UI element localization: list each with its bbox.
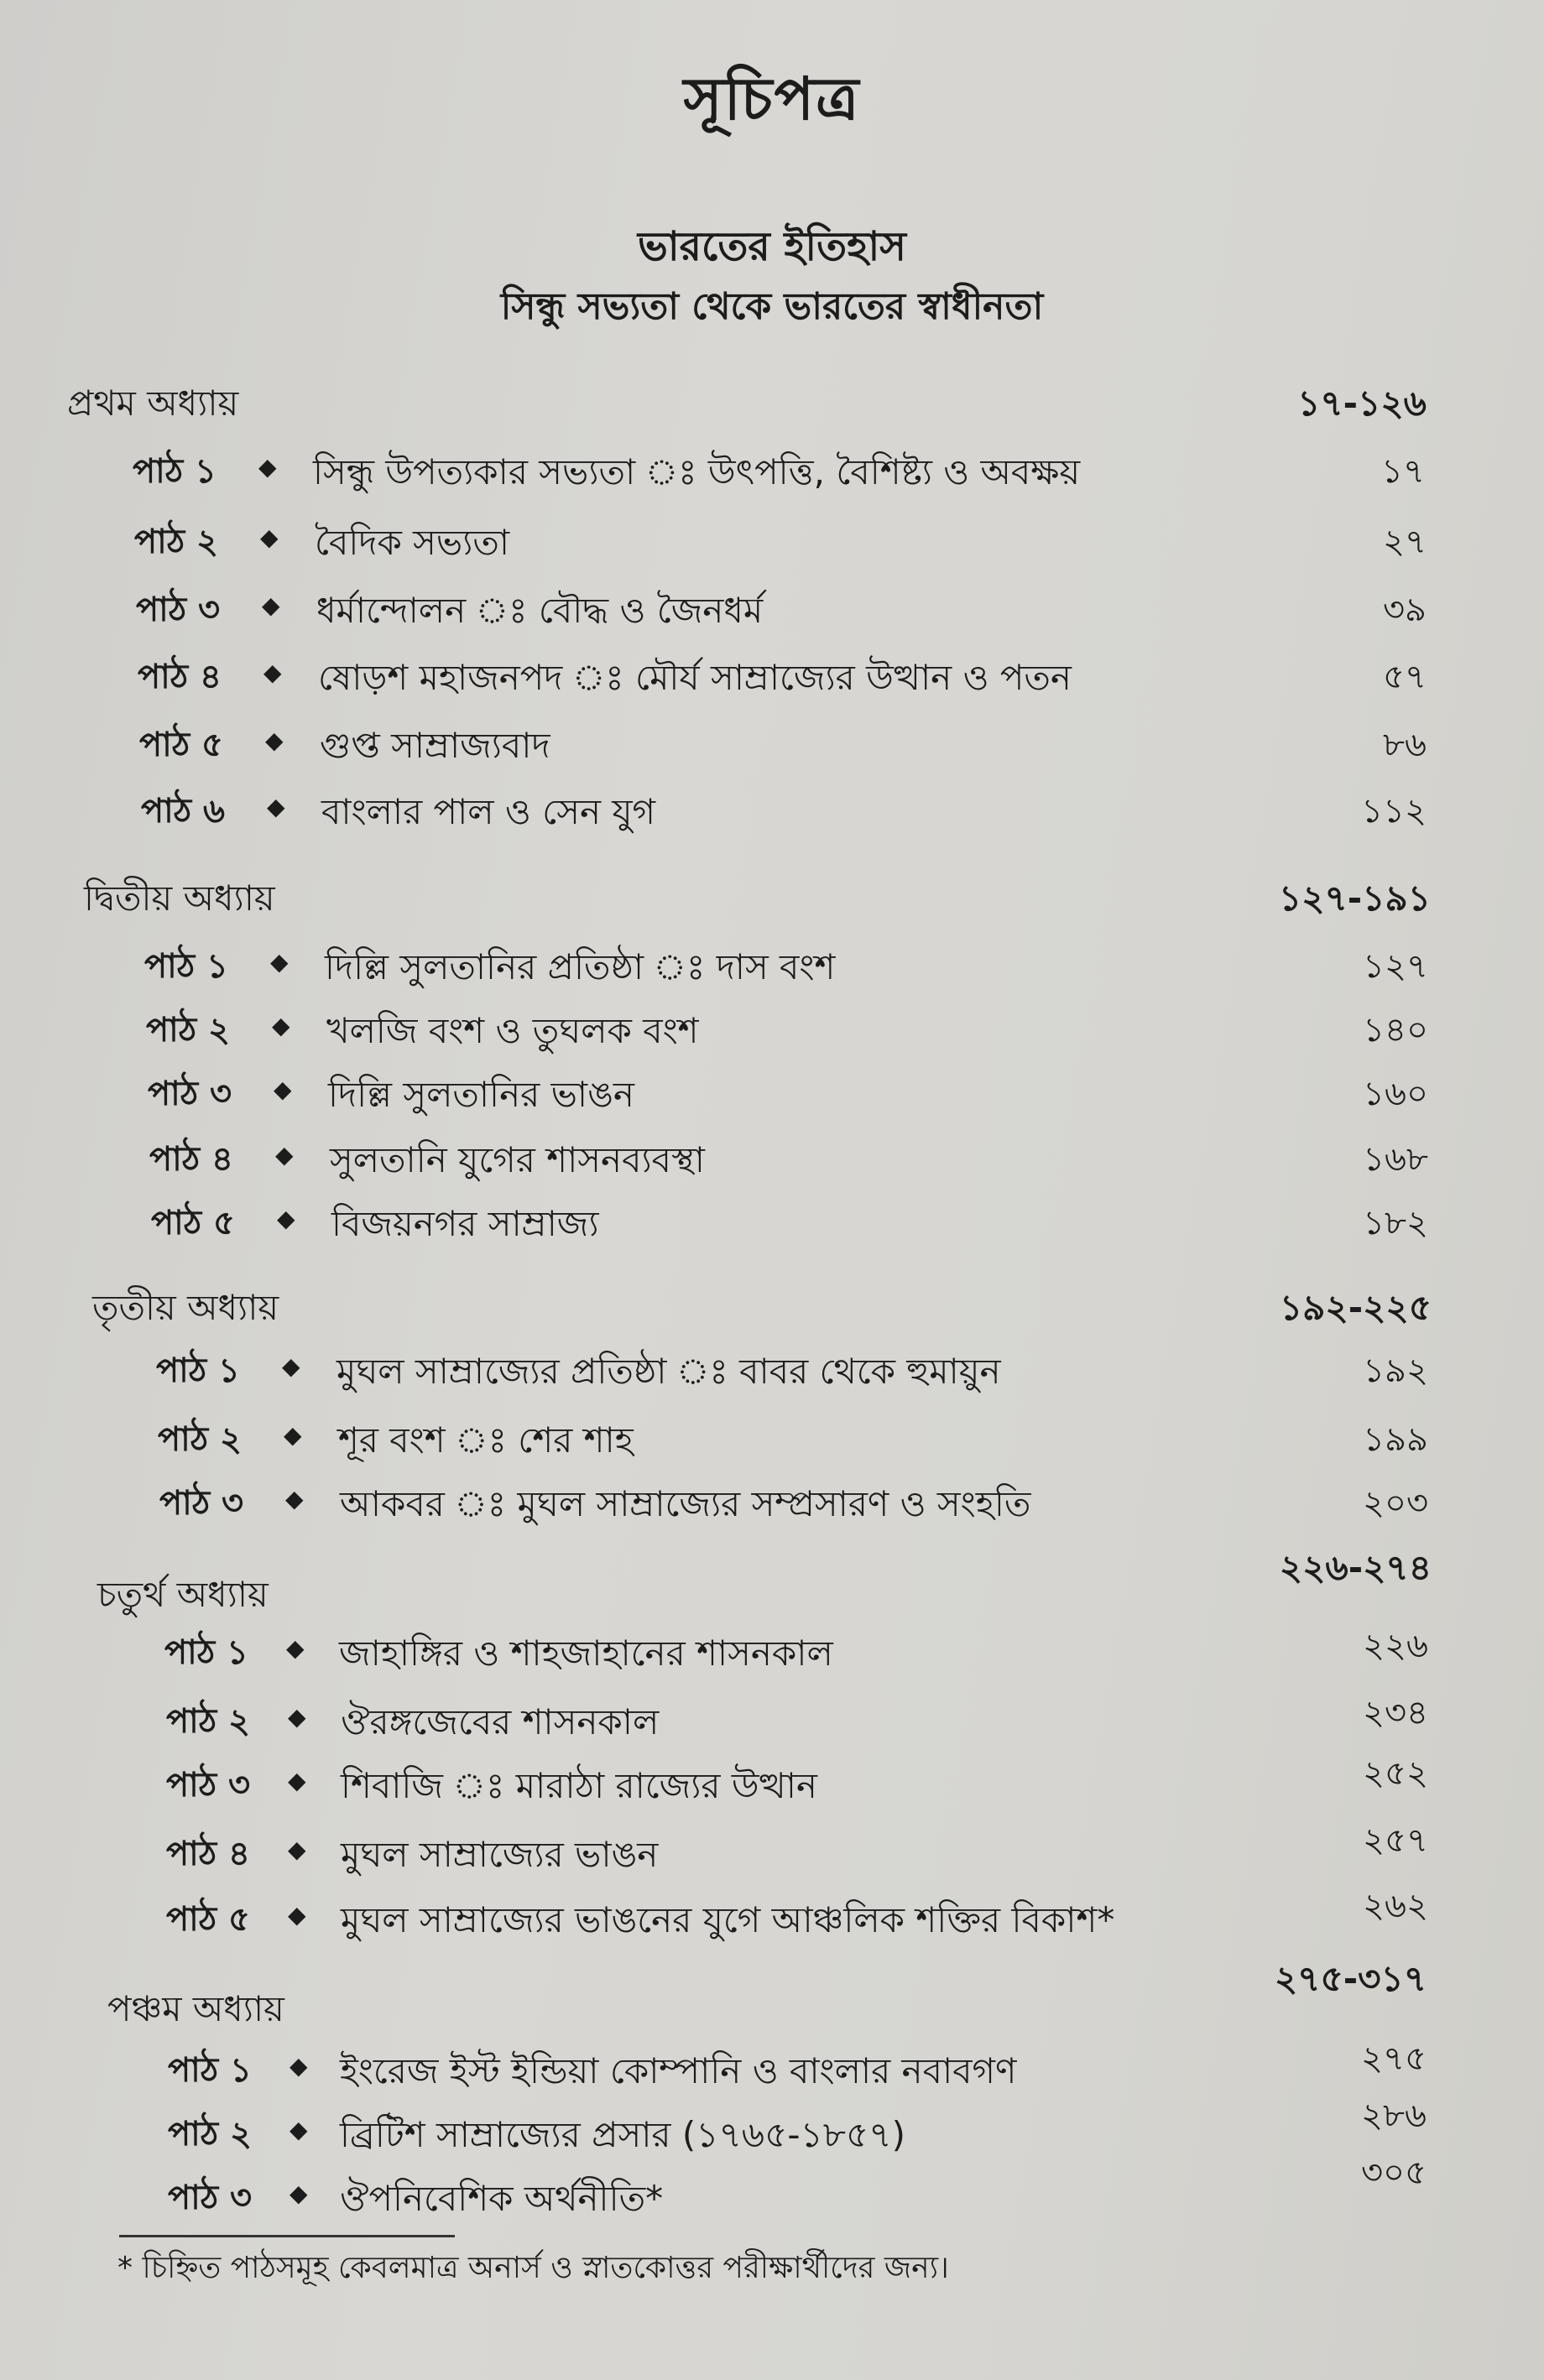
lesson-page-number: ২৭৫	[1361, 2039, 1427, 2078]
chapter-page-range: ২৭৫-৩১৭	[1274, 1958, 1427, 1999]
lesson-number: পাঠ ৩	[148, 1075, 232, 1113]
lesson-page-number: ২৩৪	[1363, 1694, 1428, 1732]
lesson-page-number: ২৫২	[1363, 1754, 1428, 1793]
lesson-title: ঔরঙ্গজেবের শাসনকাল	[341, 1701, 660, 1742]
lesson-number: পাঠ ২	[146, 1011, 231, 1049]
diamond-bullet-icon: ◆	[284, 1421, 302, 1449]
lesson-page-number: ১৬৮	[1363, 1140, 1428, 1179]
lesson-number: পাঠ ৩	[166, 1766, 251, 1805]
lesson-page-number: ৩০৫	[1361, 2153, 1427, 2192]
diamond-bullet-icon: ◆	[282, 1352, 300, 1380]
lesson-number: পাঠ ৪	[166, 1835, 251, 1873]
toc-entry[interactable]	[166, 1887, 1428, 1946]
toc-entry[interactable]	[148, 1067, 1428, 1121]
footnote: * চিহ্নিত পাঠসমূহ কেবলমাত্র অনার্স ও স্নাতকোত্তর পরীক্ষার্থীদের জন্য।	[117, 2251, 949, 2285]
diamond-bullet-icon: ◆	[290, 2052, 308, 2080]
lesson-number: পাঠ ৩	[168, 2179, 253, 2217]
chapter-label: তৃতীয় অধ্যায়	[92, 1287, 279, 1328]
chapter-label: চতুর্থ অধ্যায়	[97, 1574, 269, 1615]
lesson-number: পাঠ ৩	[159, 1484, 244, 1523]
lesson-number: পাঠ ২	[168, 2115, 253, 2153]
lesson-title: সিন্ধু উপত্যকার সভ্যতা ঃ উৎপত্তি, বৈশিষ্ট্য ও অবক্ষয়	[313, 451, 1081, 492]
toc-entry[interactable]	[134, 515, 1427, 569]
toc-entry[interactable]	[136, 583, 1427, 637]
lesson-number: পাঠ ৫	[139, 726, 224, 764]
diamond-bullet-icon: ◆	[290, 2116, 308, 2143]
chapter-heading	[67, 376, 1427, 430]
lesson-number: পাঠ ৩	[136, 591, 221, 629]
toc-entry[interactable]	[144, 940, 1428, 993]
diamond-bullet-icon: ◆	[275, 1141, 294, 1169]
book-title: ভারতের ইতিহাস	[637, 223, 907, 270]
lesson-title: আকবর ঃ মুঘল সাম্রাজ্যের সম্প্রসারণ ও সংহতি	[340, 1483, 1031, 1524]
lesson-number: পাঠ ২	[134, 523, 219, 561]
chapter-heading	[84, 871, 1431, 924]
chapter-page-range: ১৭-১২৬	[1297, 383, 1427, 424]
toc-entry[interactable]	[149, 1133, 1428, 1186]
lesson-page-number: ১১২	[1361, 792, 1427, 831]
lesson-title: বৈদিক সভ্যতা	[315, 522, 510, 563]
toc-entry[interactable]	[164, 1626, 1428, 1680]
lesson-number: পাঠ ১	[156, 1351, 241, 1390]
diamond-bullet-icon: ◆	[288, 1836, 306, 1863]
lesson-page-number: ২০৩	[1362, 1484, 1428, 1523]
lesson-page-number: ১৪০	[1363, 1011, 1428, 1049]
diamond-bullet-icon: ◆	[285, 1485, 304, 1513]
chapter-label: পঞ্চম অধ্যায়	[107, 1988, 284, 2029]
diamond-bullet-icon: ◆	[288, 1703, 306, 1731]
lesson-title: মুঘল সাম্রাজ্যের ভাঙন	[341, 1834, 659, 1875]
chapter-page-range: ২২৬-২৭৪	[1279, 1547, 1432, 1588]
lesson-number: পাঠ ১	[164, 1633, 249, 1672]
lesson-title: ব্রিটিশ সাম্রাজ্যের প্রসার (১৭৬৫-১৮৫৭)	[340, 2114, 905, 2155]
lesson-page-number: ১৬০	[1363, 1075, 1428, 1113]
lesson-title: মুঘল সাম্রাজ্যের প্রতিষ্ঠা ঃ বাবর থেকে হুমায়ুন	[336, 1351, 1001, 1392]
lesson-title: বাংলার পাল ও সেন যুগ	[321, 791, 656, 832]
toc-entry[interactable]	[166, 1754, 1428, 1812]
chapter-heading	[97, 1547, 1432, 1615]
lesson-title: বিজয়নগর সাম্রাজ্য	[331, 1203, 599, 1244]
toc-entry[interactable]	[146, 1003, 1428, 1057]
lesson-number: পাঠ ৬	[141, 792, 226, 831]
chapter-label: দ্বিতীয় অধ্যায়	[84, 878, 275, 919]
toc-entry[interactable]	[158, 1413, 1428, 1466]
diamond-bullet-icon: ◆	[267, 793, 285, 820]
lesson-title: সুলতানি যুগের শাসনব্যবস্থা	[330, 1139, 705, 1180]
diamond-bullet-icon: ◆	[286, 1634, 305, 1662]
lesson-page-number: ২৮৬	[1361, 2096, 1427, 2135]
lesson-title: দিল্লি সুলতানির প্রতিষ্ঠা ঃ দাস বংশ	[325, 946, 836, 987]
toc-entry[interactable]	[139, 718, 1427, 772]
toc-entry[interactable]	[133, 445, 1425, 498]
lesson-number: পাঠ ৪	[138, 658, 222, 696]
toc-entry[interactable]	[141, 784, 1427, 838]
footnote-divider	[119, 2235, 455, 2237]
lesson-title: মুঘল সাম্রাজ্যের ভাঙনের যুগে আঞ্চলিক শক্তির বিকাশ*	[341, 1899, 1115, 1940]
lesson-number: পাঠ ১	[144, 947, 229, 986]
lesson-page-number: ২৬২	[1362, 1887, 1428, 1925]
chapter-heading	[92, 1280, 1432, 1334]
lesson-title: ঔপনিবেশিক অর্থনীতি*	[340, 2178, 664, 2219]
toc-entry[interactable]	[168, 2039, 1427, 2097]
page-title: সূচিপত্র	[683, 65, 861, 133]
lesson-title: গুপ্ত সাম্রাজ্যবাদ	[320, 725, 550, 766]
lesson-title: ইংরেজ ইস্ট ইন্ডিয়া কোম্পানি ও বাংলার নবাবগণ	[340, 2050, 1017, 2091]
diamond-bullet-icon: ◆	[274, 1075, 292, 1103]
toc-entry[interactable]	[166, 1821, 1428, 1881]
lesson-page-number: ৩৯	[1383, 591, 1427, 629]
lesson-title: শূর বংশ ঃ শের শাহ	[338, 1419, 634, 1461]
lesson-page-number: ১২৭	[1363, 947, 1428, 986]
lesson-page-number: ৫৭	[1383, 658, 1427, 696]
toc-entry[interactable]	[166, 1695, 1428, 1748]
lesson-title: জাহাঙ্গির ও শাহজাহানের শাসনকাল	[339, 1633, 833, 1674]
toc-entry[interactable]	[151, 1196, 1428, 1250]
lesson-title: খলজি বংশ ও তুঘলক বংশ	[326, 1010, 699, 1051]
lesson-title: দিল্লি সুলতানির ভাঙন	[328, 1074, 634, 1115]
diamond-bullet-icon: ◆	[262, 591, 280, 619]
lesson-number: পাঠ ৫	[151, 1204, 236, 1242]
lesson-number: পাঠ ২	[166, 1702, 251, 1741]
lesson-page-number: ৮৬	[1383, 726, 1427, 764]
diamond-bullet-icon: ◆	[260, 523, 279, 551]
chapter-page-range: ১৯২-২২৫	[1279, 1287, 1432, 1328]
chapter-heading	[107, 1958, 1427, 2030]
lesson-page-number: ১৭	[1381, 452, 1425, 491]
lesson-page-number: ২৭	[1382, 523, 1427, 561]
lesson-number: পাঠ ১	[133, 452, 217, 491]
lesson-page-number: ২২৬	[1362, 1627, 1428, 1665]
toc-entry[interactable]	[159, 1476, 1428, 1530]
lesson-title: শিবাজি ঃ মারাঠা রাজ্যের উত্থান	[341, 1765, 817, 1806]
diamond-bullet-icon: ◆	[277, 1205, 295, 1232]
diamond-bullet-icon: ◆	[270, 948, 289, 976]
lesson-number: পাঠ ২	[158, 1420, 243, 1459]
toc-entry[interactable]	[138, 650, 1427, 704]
diamond-bullet-icon: ◆	[272, 1012, 290, 1039]
lesson-title: ধর্মান্দোলন ঃ বৌদ্ধ ও জৈনধর্ম	[316, 590, 764, 631]
diamond-bullet-icon: ◆	[288, 1767, 306, 1794]
lesson-page-number: ১৯৯	[1363, 1420, 1428, 1459]
lesson-number: পাঠ ৫	[166, 1900, 251, 1939]
diamond-bullet-icon: ◆	[290, 2179, 308, 2207]
toc-entry[interactable]	[168, 2096, 1427, 2161]
toc-entry[interactable]	[156, 1344, 1428, 1398]
lesson-number: পাঠ ৪	[149, 1140, 234, 1179]
diamond-bullet-icon: ◆	[265, 726, 284, 754]
diamond-bullet-icon: ◆	[288, 1901, 306, 1929]
diamond-bullet-icon: ◆	[263, 659, 282, 686]
toc-entry[interactable]	[168, 2153, 1427, 2225]
diamond-bullet-icon: ◆	[258, 453, 277, 481]
book-subtitle: সিন্ধু সভ্যতা থেকে ভারতের স্বাধীনতা	[500, 285, 1044, 328]
lesson-page-number: ২৫৭	[1363, 1821, 1428, 1860]
chapter-page-range: ১২৭-১৯১	[1278, 878, 1431, 919]
lesson-page-number: ১৯২	[1363, 1351, 1428, 1390]
chapter-label: প্রথম অধ্যায়	[67, 383, 239, 424]
lesson-number: পাঠ ১	[168, 2051, 253, 2090]
lesson-page-number: ১৮২	[1363, 1204, 1428, 1242]
lesson-title: ষোড়শ মহাজনপদ ঃ মৌর্য সাম্রাজ্যের উত্থান ও পতন	[318, 657, 1072, 698]
